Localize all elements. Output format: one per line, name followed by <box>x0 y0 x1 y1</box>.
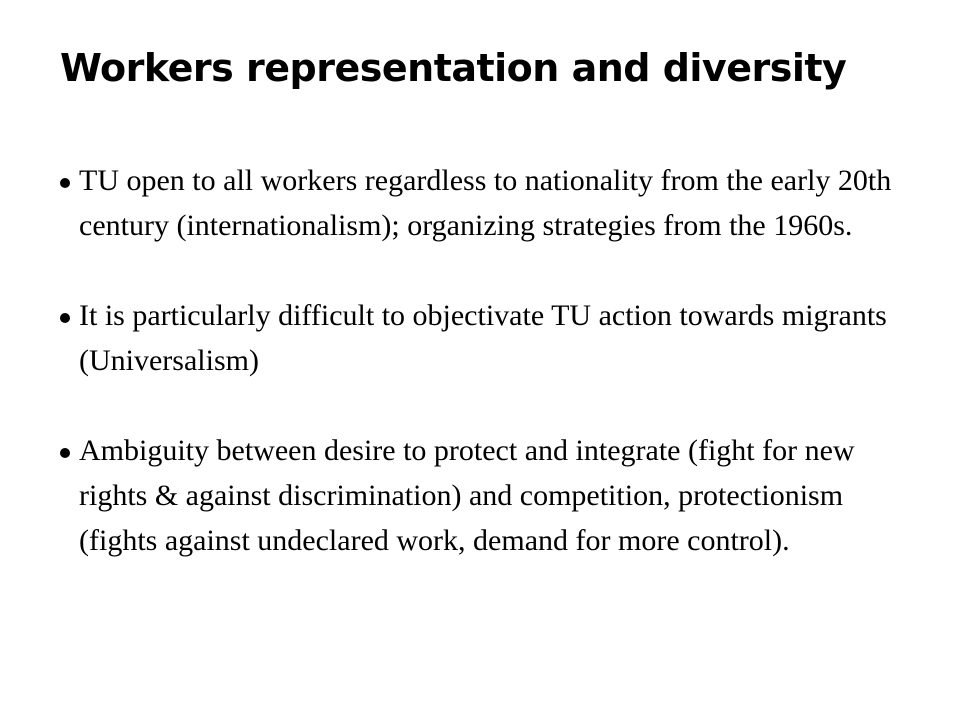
bullet-item <box>58 158 898 248</box>
bullet-text: Ambiguity between desire to protect and integrate (fight for new rights & against discrimination) and competition, protectionism (fights against undeclared work, demand for more control). <box>79 434 855 557</box>
bullet-text: TU open to all workers regardless to nationality from the early 20th century (internationalism); organizing strategies from the 1960s. <box>79 164 892 242</box>
bullet-dot-icon <box>60 448 70 458</box>
bullet-item <box>58 428 898 563</box>
bullet-list <box>58 158 898 608</box>
bullet-dot-icon <box>60 178 70 188</box>
bullet-dot-icon <box>60 313 70 323</box>
bullet-item <box>58 293 898 383</box>
slide-title: Workers representation and diversity <box>60 46 847 90</box>
bullet-text: It is particularly difficult to objectivate TU action towards migrants (Universalism) <box>79 299 887 377</box>
